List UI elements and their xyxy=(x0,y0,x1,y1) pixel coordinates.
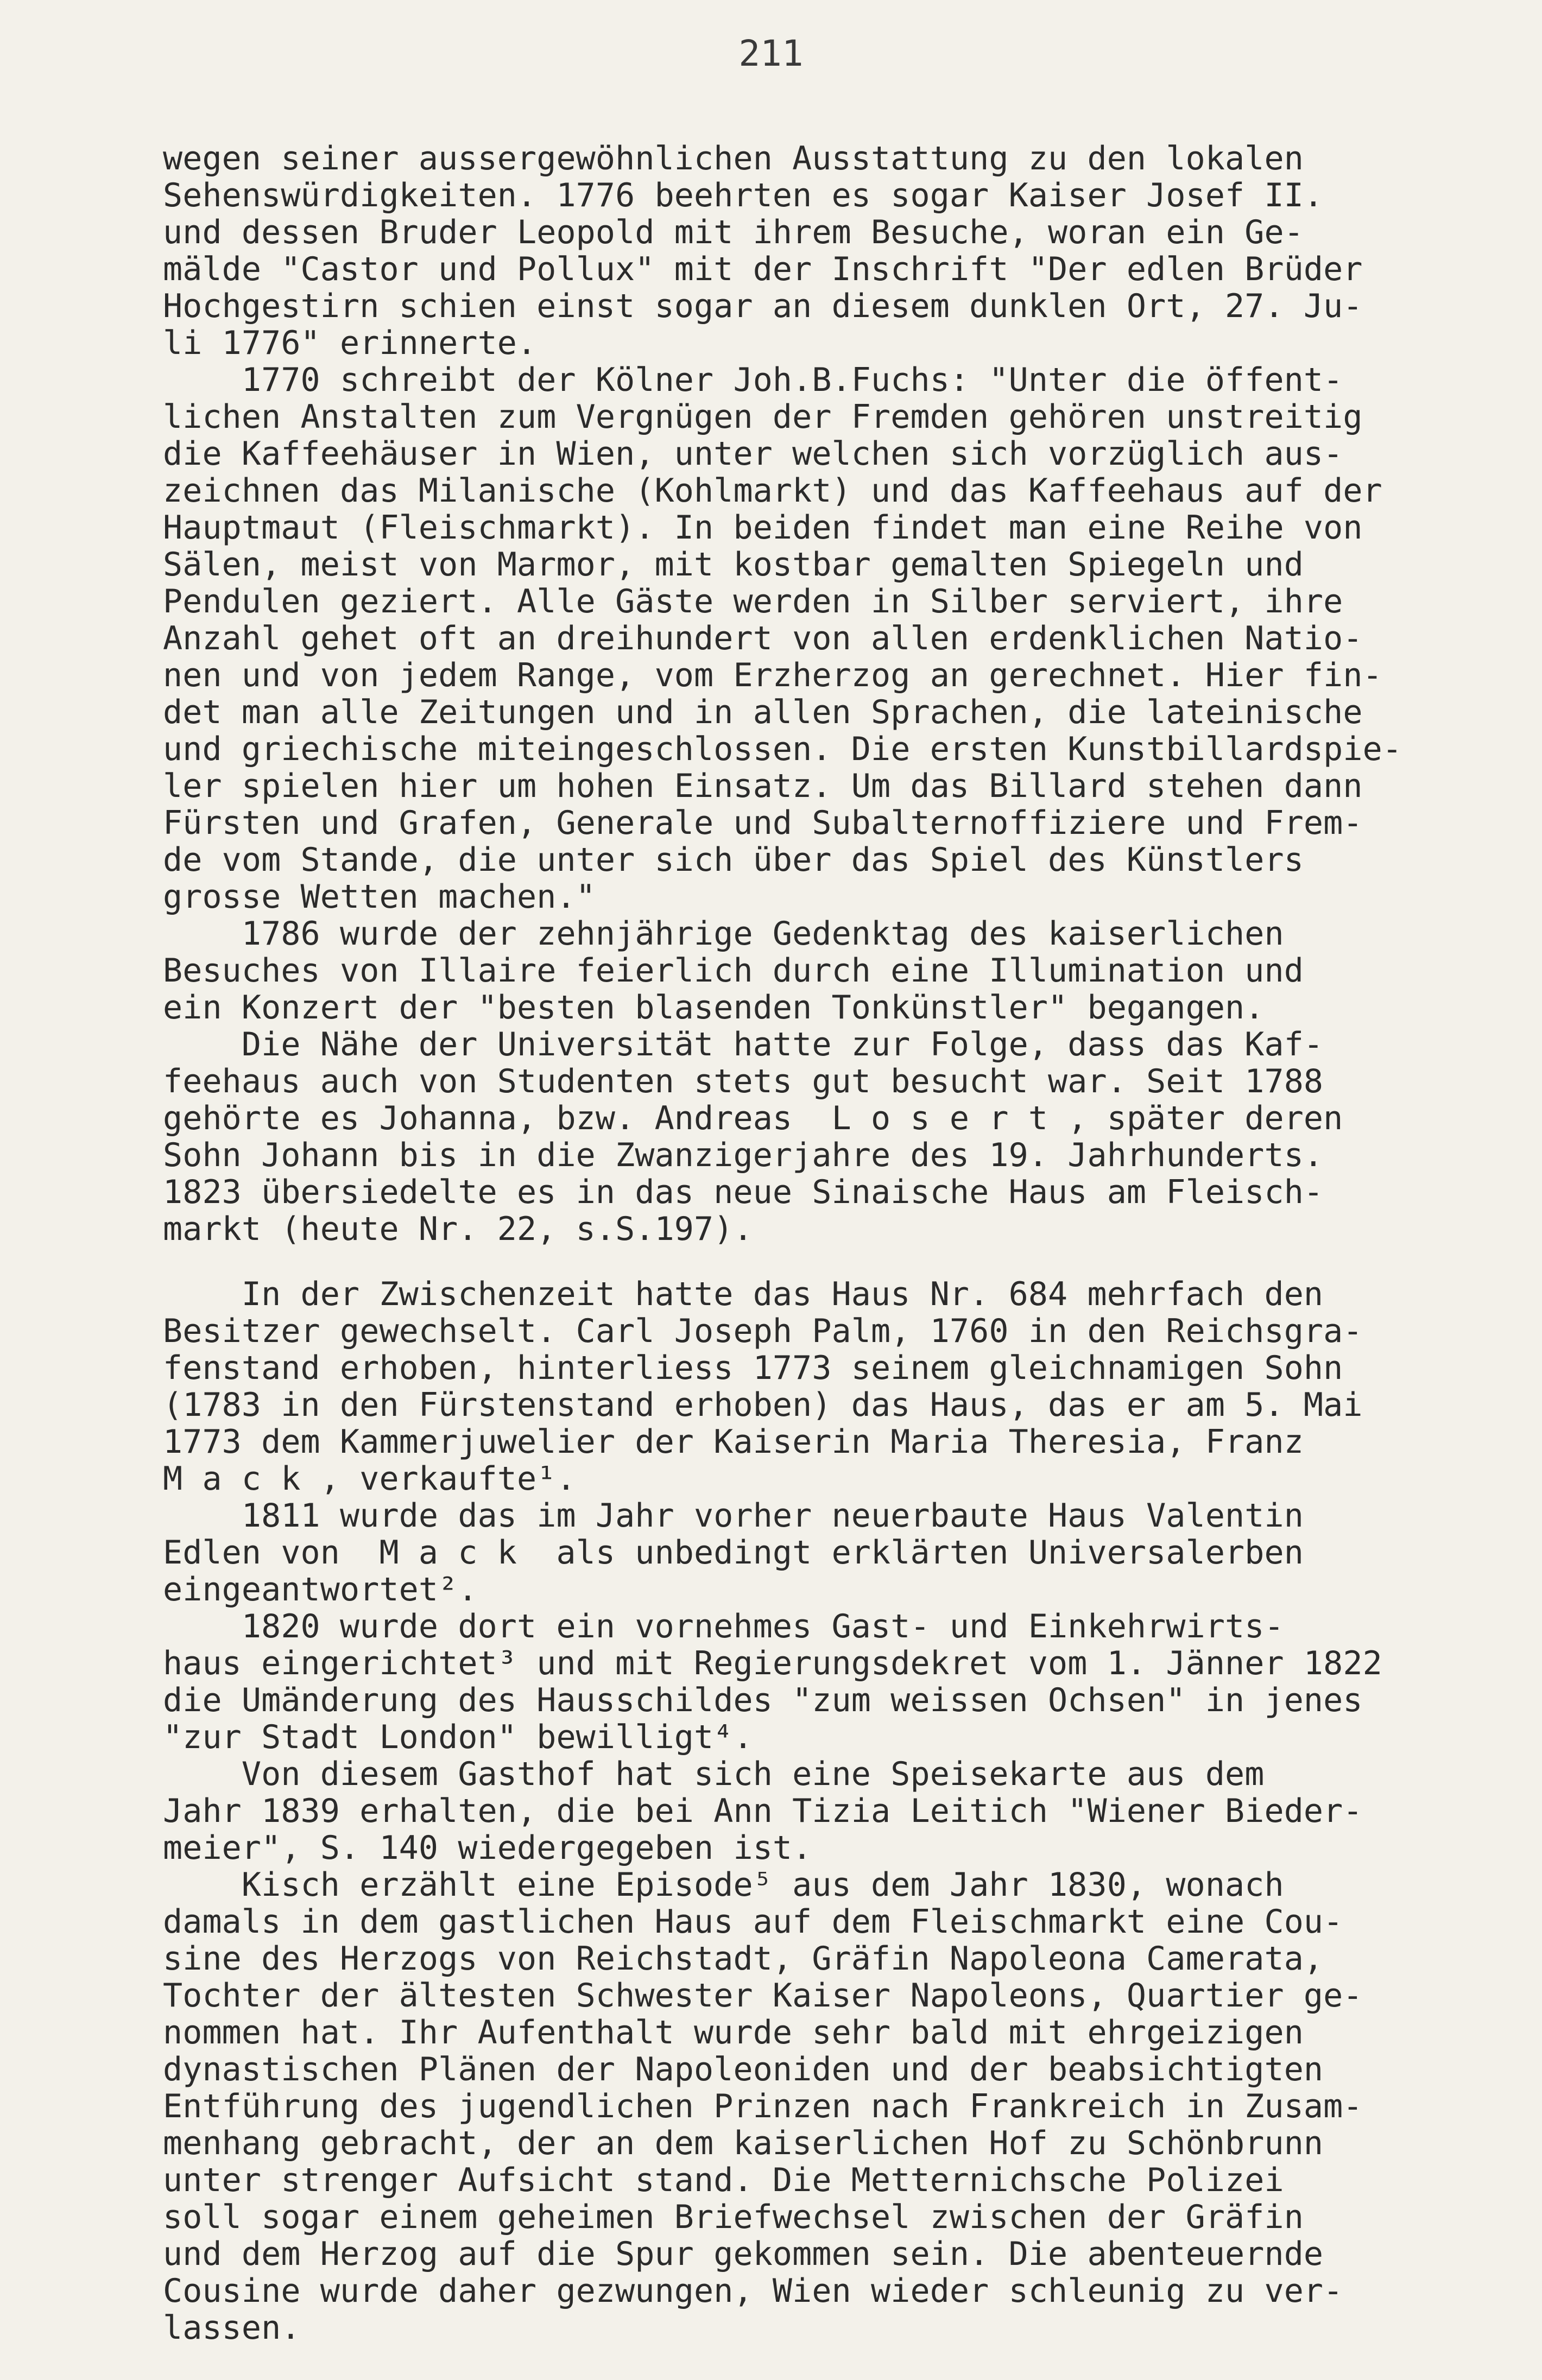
text-line: gehörte es Johanna, bzw. Andreas L o s e r t , später deren xyxy=(163,1099,1343,1137)
text-line: Edlen von M a c k als unbedingt erklärten Universalerben xyxy=(163,1534,1304,1572)
text-line: det man alle Zeitungen und in allen Sprachen, die lateinische xyxy=(163,693,1363,731)
text-line: menhang gebracht, der an dem kaiserlichen Hof zu Schönbrunn xyxy=(163,2124,1324,2162)
text-line: 1820 wurde dort ein vornehmes Gast- und Einkehrwirts- xyxy=(163,1607,1284,1645)
text-line: In der Zwischenzeit hatte das Haus Nr. 684 mehrfach den xyxy=(163,1275,1324,1313)
text-line: Jahr 1839 erhalten, die bei Ann Tizia Leitich "Wiener Bieder- xyxy=(163,1792,1363,1830)
text-line: Hauptmaut (Fleischmarkt). In beiden findet man eine Reihe von xyxy=(163,509,1363,547)
text-line: die Umänderung des Hausschildes "zum weissen Ochsen" in jenes xyxy=(163,1681,1363,1719)
text-line: Pendulen geziert. Alle Gäste werden in Silber serviert, ihre xyxy=(163,583,1343,621)
text-line: damals in dem gastlichen Haus auf dem Fleischmarkt eine Cou- xyxy=(163,1903,1343,1941)
text-block-section-1 xyxy=(163,140,1402,1248)
text-line: und griechische miteingeschlossen. Die ersten Kunstbillardspie- xyxy=(163,730,1402,768)
text-line: Fürsten und Grafen, Generale und Subalternoffiziere und Frem- xyxy=(163,804,1363,842)
text-line: Besitzer gewechselt. Carl Joseph Palm, 1760 in den Reichsgra- xyxy=(163,1312,1363,1350)
text-line: haus eingerichtet³ und mit Regierungsdekret vom 1. Jänner 1822 xyxy=(163,1644,1382,1682)
text-line: 1770 schreibt der Kölner Joh.B.Fuchs: "Unter die öffent- xyxy=(163,361,1343,399)
text-line: die Kaffeehäuser in Wien, unter welchen sich vorzüglich aus- xyxy=(163,435,1343,473)
text-line: markt (heute Nr. 22, s.S.197). xyxy=(163,1210,753,1248)
text-line: lassen. xyxy=(163,2309,301,2347)
text-line: Sehenswürdigkeiten. 1776 beehrten es sogar Kaiser Josef II. xyxy=(163,176,1324,214)
text-line: Kisch erzählt eine Episode⁵ aus dem Jahr 1830, wonach xyxy=(163,1866,1284,1904)
text-line: Sohn Johann bis in die Zwanzigerjahre des 19. Jahrhunderts. xyxy=(163,1136,1324,1174)
text-line: ein Konzert der "besten blasenden Tonkünstler" begangen. xyxy=(163,989,1265,1027)
text-line: nen und von jedem Range, vom Erzherzog an gerechnet. Hier fin- xyxy=(163,656,1382,694)
text-line: soll sogar einem geheimen Briefwechsel zwischen der Gräfin xyxy=(163,2198,1304,2236)
text-line: Die Nähe der Universität hatte zur Folge, dass das Kaf- xyxy=(163,1026,1324,1064)
text-line: 1811 wurde das im Jahr vorher neuerbaute Haus Valentin xyxy=(163,1497,1304,1535)
text-line: 1823 übersiedelte es in das neue Sinaische Haus am Fleisch- xyxy=(163,1173,1324,1211)
text-line: de vom Stande, die unter sich über das Spiel des Künstlers xyxy=(163,841,1304,879)
page-number: 211 xyxy=(738,33,804,74)
text-line: M a c k , verkaufte¹. xyxy=(163,1460,576,1498)
text-block-section-2 xyxy=(163,1276,1382,2346)
text-line: Tochter der ältesten Schwester Kaiser Napoleons, Quartier ge- xyxy=(163,1977,1363,2015)
text-line: zeichnen das Milanische (Kohlmarkt) und das Kaffeehaus auf der xyxy=(163,472,1382,510)
text-line: mälde "Castor und Pollux" mit der Inschrift "Der edlen Brüder xyxy=(163,250,1363,288)
text-line: eingeantwortet². xyxy=(163,1571,478,1609)
text-line: Entführung des jugendlichen Prinzen nach Frankreich in Zusam- xyxy=(163,2087,1363,2125)
text-line: 1773 dem Kammerjuwelier der Kaiserin Maria Theresia, Franz xyxy=(163,1423,1304,1461)
text-line: meier", S. 140 wiedergegeben ist. xyxy=(163,1829,812,1867)
text-line: 1786 wurde der zehnjährige Gedenktag des kaiserlichen xyxy=(163,915,1284,953)
text-line: grosse Wetten machen." xyxy=(163,878,596,916)
text-line: fenstand erhoben, hinterliess 1773 seinem gleichnamigen Sohn xyxy=(163,1349,1343,1387)
text-line: Anzahl gehet oft an dreihundert von allen erdenklichen Natio- xyxy=(163,619,1363,657)
text-line: wegen seiner aussergewöhnlichen Ausstattung zu den lokalen xyxy=(163,140,1304,178)
text-line: Sälen, meist von Marmor, mit kostbar gemalten Spiegeln und xyxy=(163,546,1304,584)
text-line: Cousine wurde daher gezwungen, Wien wieder schleunig zu ver- xyxy=(163,2272,1343,2310)
text-line: lichen Anstalten zum Vergnügen der Fremden gehören unstreitig xyxy=(163,398,1363,436)
text-line: li 1776" erinnerte. xyxy=(163,324,537,362)
text-line: "zur Stadt London" bewilligt⁴. xyxy=(163,1718,753,1756)
text-line: Hochgestirn schien einst sogar an diesem dunklen Ort, 27. Ju- xyxy=(163,287,1363,325)
text-line: sine des Herzogs von Reichstadt, Gräfin Napoleona Camerata, xyxy=(163,1940,1324,1978)
text-line: Von diesem Gasthof hat sich eine Speisekarte aus dem xyxy=(163,1755,1265,1793)
text-line: und dessen Bruder Leopold mit ihrem Besuche, woran ein Ge- xyxy=(163,213,1304,251)
text-line: Besuches von Illaire feierlich durch eine Illumination und xyxy=(163,952,1304,990)
text-line: und dem Herzog auf die Spur gekommen sein. Die abenteuernde xyxy=(163,2235,1324,2273)
text-line: feehaus auch von Studenten stets gut besucht war. Seit 1788 xyxy=(163,1062,1324,1100)
text-line: unter strenger Aufsicht stand. Die Metternichsche Polizei xyxy=(163,2161,1284,2199)
text-line: ler spielen hier um hohen Einsatz. Um das Billard stehen dann xyxy=(163,767,1363,805)
text-line: dynastischen Plänen der Napoleoniden und der beabsichtigten xyxy=(163,2050,1324,2088)
text-line: (1783 in den Fürstenstand erhoben) das Haus, das er am 5. Mai xyxy=(163,1386,1363,1424)
text-line: nommen hat. Ihr Aufenthalt wurde sehr bald mit ehrgeizigen xyxy=(163,2014,1304,2052)
